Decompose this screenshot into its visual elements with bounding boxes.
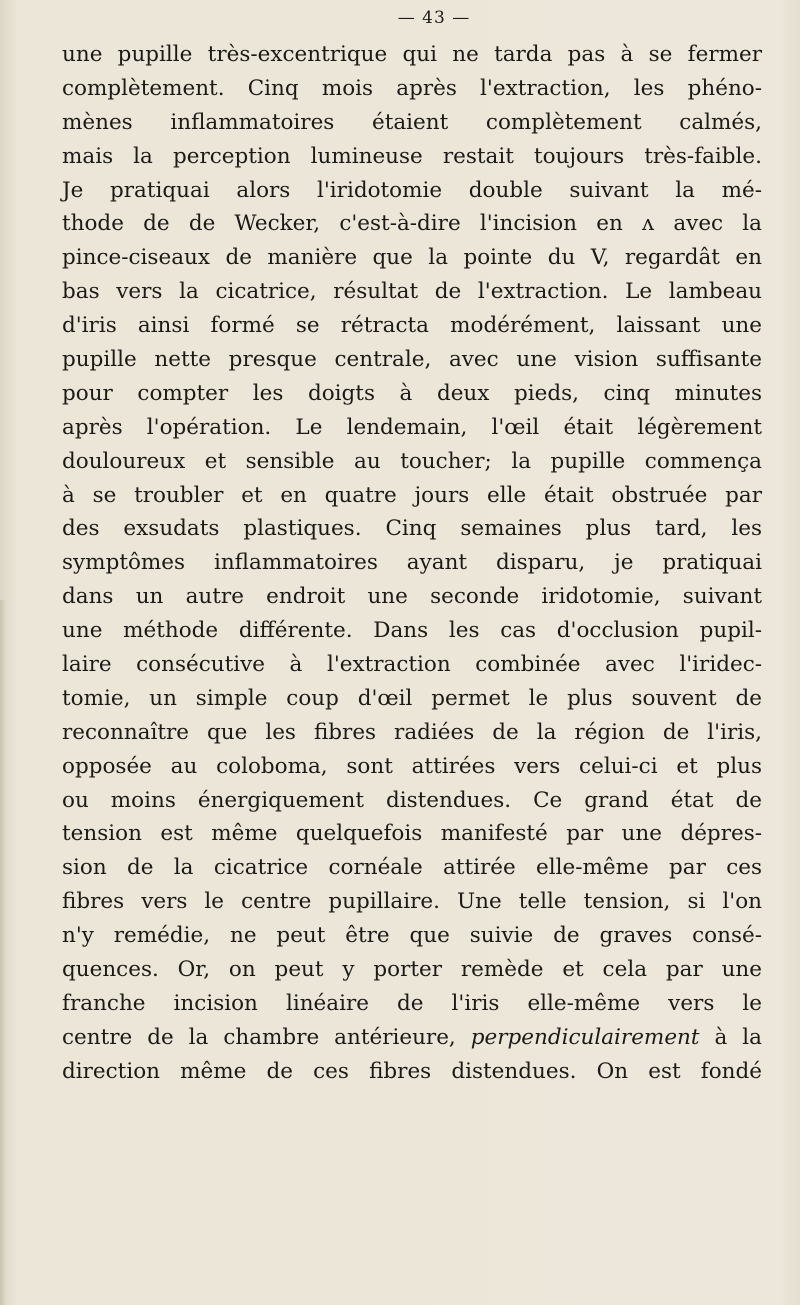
text-line: fibres vers le centre pupillaire. Une telle tension, si l'on xyxy=(62,889,762,915)
text-line: pince-ciseaux de manière que la pointe du V, regardât en xyxy=(62,245,762,271)
text-line: opposée au coloboma, sont attirées vers celui-ci et plus xyxy=(62,753,762,779)
text-line: une méthode différente. Dans les cas d'occlusion pupil- xyxy=(62,618,762,644)
text-line: laire consécutive à l'extraction combinée avec l'iridec- xyxy=(62,652,762,678)
text-line: des exsudats plastiques. Cinq semaines plus tard, les xyxy=(62,516,762,542)
text-line: sion de la cicatrice cornéale attirée elle-même par ces xyxy=(62,855,762,881)
text-line: thode de de Wecker, c'est-à-dire l'incision en ʌ avec la xyxy=(62,211,762,237)
text-line: après l'opération. Le lendemain, l'œil était légèrement xyxy=(62,414,762,440)
text-line: ou moins énergiquement distendues. Ce grand état de xyxy=(62,787,762,813)
text-line: pour compter les doigts à deux pieds, cinq minutes xyxy=(62,380,762,406)
text-line: tension est même quelquefois manifesté par une dépres- xyxy=(62,821,762,847)
text-line: douloureux et sensible au toucher; la pupille commença xyxy=(62,448,762,474)
text-line: franche incision linéaire de l'iris elle-même vers le xyxy=(62,990,762,1016)
italic-word: perpendiculairement xyxy=(470,1024,700,1050)
page-gutter-shadow xyxy=(0,600,6,1305)
text-line: tomie, un simple coup d'œil permet le plus souvent de xyxy=(62,685,762,711)
text-line: symptômes inflammatoires ayant disparu, je pratiquai xyxy=(62,550,762,576)
text-line: dans un autre endroit une seconde iridotomie, suivant xyxy=(62,584,762,610)
text-line: reconnaître que les fibres radiées de la région de l'iris, xyxy=(62,719,762,745)
text-line: quences. Or, on peut y porter remède et cela par une xyxy=(62,957,762,983)
body-text xyxy=(62,38,762,1089)
text-line: mènes inflammatoires étaient complètement calmés, xyxy=(62,109,762,135)
text-line: pupille nette presque centrale, avec une vision suffisante xyxy=(62,347,762,373)
text-line: une pupille très-excentrique qui ne tarda pas à se fermer xyxy=(62,42,762,67)
text-line: d'iris ainsi formé se rétracta modérément, laissant une xyxy=(62,313,762,339)
text-line: à se troubler et en quatre jours elle était obstruée par xyxy=(62,482,762,508)
text-segment: à la xyxy=(714,1024,762,1050)
text-line-mixed xyxy=(62,1021,762,1055)
text-line: n'y remédie, ne peut être que suivie de graves consé- xyxy=(62,923,762,949)
text-segment: centre de la chambre antérieure, xyxy=(62,1024,456,1050)
text-line: bas vers la cicatrice, résultat de l'extraction. Le lambeau xyxy=(62,279,762,305)
page-number: — 43 — xyxy=(397,8,471,28)
text-line: direction même de ces fibres distendues. On est fondé xyxy=(62,1058,762,1084)
text-line: Je pratiquai alors l'iridotomie double suivant la mé- xyxy=(62,177,762,203)
text-line: mais la perception lumineuse restait toujours très-faible. xyxy=(62,143,762,169)
text-line: complètement. Cinq mois après l'extraction, les phéno- xyxy=(62,75,762,101)
